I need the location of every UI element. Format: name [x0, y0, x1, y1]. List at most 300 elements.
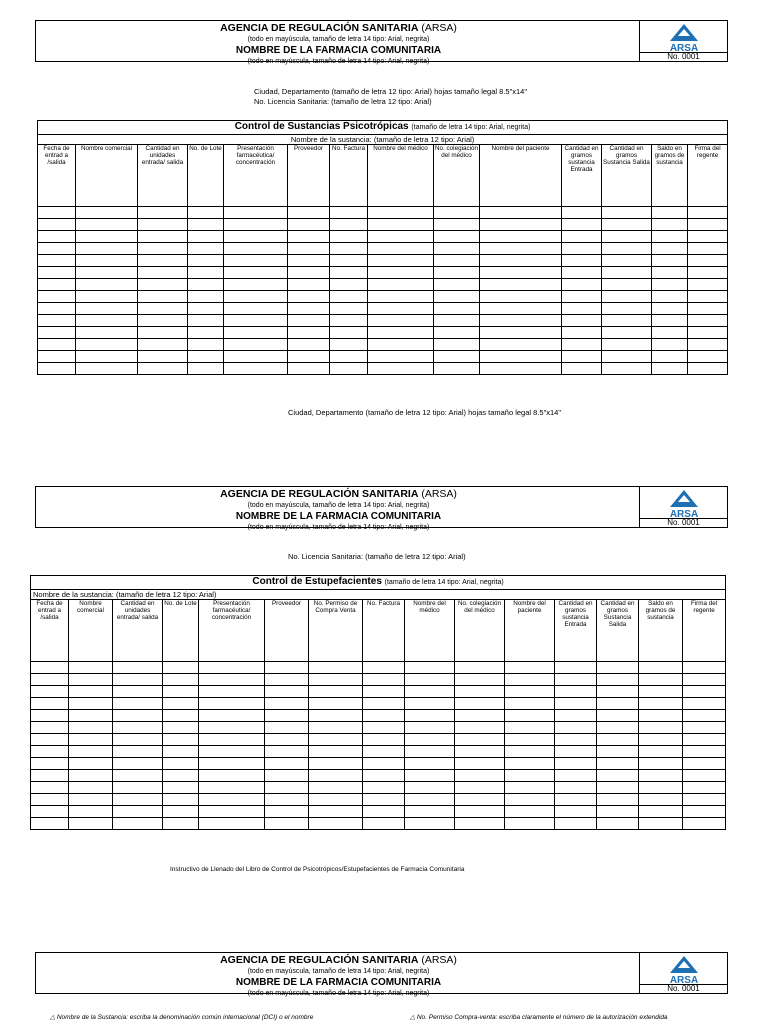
table-cell[interactable]: [138, 291, 188, 303]
table-cell[interactable]: [602, 363, 652, 375]
table-cell[interactable]: [309, 734, 363, 746]
table-cell[interactable]: [163, 674, 199, 686]
table-cell[interactable]: [480, 219, 562, 231]
table-cell[interactable]: [309, 806, 363, 818]
table-cell[interactable]: [309, 722, 363, 734]
table-cell[interactable]: [562, 219, 602, 231]
table-cell[interactable]: [188, 351, 224, 363]
table-cell[interactable]: [363, 734, 405, 746]
table-cell[interactable]: [113, 698, 163, 710]
table-cell[interactable]: [31, 662, 69, 674]
table-cell[interactable]: [368, 231, 434, 243]
table-cell[interactable]: [480, 243, 562, 255]
table-cell[interactable]: [69, 818, 113, 830]
table-cell[interactable]: [505, 722, 555, 734]
table-cell[interactable]: [363, 782, 405, 794]
table-cell[interactable]: [265, 734, 309, 746]
table-cell[interactable]: [309, 686, 363, 698]
table-cell[interactable]: [76, 315, 138, 327]
table-cell[interactable]: [368, 279, 434, 291]
table-cell[interactable]: [480, 279, 562, 291]
table-cell[interactable]: [562, 267, 602, 279]
table-cell[interactable]: [288, 243, 330, 255]
table-cell[interactable]: [163, 770, 199, 782]
table-cell[interactable]: [224, 255, 288, 267]
table-cell[interactable]: [113, 818, 163, 830]
table-cell[interactable]: [505, 758, 555, 770]
table-cell[interactable]: [38, 291, 76, 303]
table-cell[interactable]: [368, 339, 434, 351]
table-cell[interactable]: [368, 207, 434, 219]
table-cell[interactable]: [265, 722, 309, 734]
table-cell[interactable]: [434, 339, 480, 351]
table-cell[interactable]: [434, 363, 480, 375]
table-cell[interactable]: [480, 327, 562, 339]
table-cell[interactable]: [69, 662, 113, 674]
table-cell[interactable]: [31, 734, 69, 746]
table-cell[interactable]: [455, 698, 505, 710]
table-cell[interactable]: [555, 758, 597, 770]
table-cell[interactable]: [31, 698, 69, 710]
table-cell[interactable]: [602, 315, 652, 327]
table-cell[interactable]: [224, 327, 288, 339]
table-cell[interactable]: [405, 734, 455, 746]
table-cell[interactable]: [688, 303, 728, 315]
table-cell[interactable]: [188, 207, 224, 219]
table-cell[interactable]: [31, 746, 69, 758]
table-cell[interactable]: [562, 339, 602, 351]
table-cell[interactable]: [363, 806, 405, 818]
table-cell[interactable]: [138, 303, 188, 315]
table-cell[interactable]: [199, 770, 265, 782]
table-cell[interactable]: [688, 243, 728, 255]
table-cell[interactable]: [688, 315, 728, 327]
table-cell[interactable]: [405, 794, 455, 806]
table-cell[interactable]: [505, 806, 555, 818]
table-cell[interactable]: [555, 734, 597, 746]
table-cell[interactable]: [224, 243, 288, 255]
table-cell[interactable]: [31, 806, 69, 818]
table-cell[interactable]: [113, 662, 163, 674]
table-cell[interactable]: [562, 243, 602, 255]
table-cell[interactable]: [683, 818, 726, 830]
table-cell[interactable]: [683, 674, 726, 686]
table-cell[interactable]: [639, 758, 683, 770]
table-cell[interactable]: [652, 351, 688, 363]
table-cell[interactable]: [405, 806, 455, 818]
table-cell[interactable]: [309, 782, 363, 794]
table-cell[interactable]: [138, 315, 188, 327]
table-cell[interactable]: [224, 351, 288, 363]
table-cell[interactable]: [163, 686, 199, 698]
table-cell[interactable]: [163, 662, 199, 674]
table-cell[interactable]: [330, 327, 368, 339]
table-cell[interactable]: [76, 207, 138, 219]
table-cell[interactable]: [639, 698, 683, 710]
table-cell[interactable]: [363, 818, 405, 830]
table-cell[interactable]: [688, 327, 728, 339]
table-cell[interactable]: [597, 674, 639, 686]
table-cell[interactable]: [69, 746, 113, 758]
table-cell[interactable]: [405, 782, 455, 794]
table-cell[interactable]: [505, 818, 555, 830]
table-cell[interactable]: [138, 279, 188, 291]
table-cell[interactable]: [76, 339, 138, 351]
table-cell[interactable]: [602, 267, 652, 279]
table-cell[interactable]: [76, 351, 138, 363]
table-cell[interactable]: [188, 327, 224, 339]
table-cell[interactable]: [455, 686, 505, 698]
table-cell[interactable]: [288, 327, 330, 339]
table-cell[interactable]: [480, 315, 562, 327]
table-cell[interactable]: [405, 686, 455, 698]
table-cell[interactable]: [38, 363, 76, 375]
table-cell[interactable]: [69, 782, 113, 794]
table-cell[interactable]: [330, 255, 368, 267]
table-cell[interactable]: [555, 722, 597, 734]
table-cell[interactable]: [138, 363, 188, 375]
table-cell[interactable]: [38, 279, 76, 291]
table-cell[interactable]: [368, 315, 434, 327]
table-cell[interactable]: [639, 794, 683, 806]
table-cell[interactable]: [330, 291, 368, 303]
table-cell[interactable]: [363, 662, 405, 674]
table-cell[interactable]: [163, 782, 199, 794]
table-cell[interactable]: [562, 327, 602, 339]
table-cell[interactable]: [368, 267, 434, 279]
table-cell[interactable]: [113, 686, 163, 698]
table-cell[interactable]: [652, 339, 688, 351]
table-cell[interactable]: [38, 255, 76, 267]
table-cell[interactable]: [309, 710, 363, 722]
table-cell[interactable]: [455, 722, 505, 734]
table-cell[interactable]: [639, 818, 683, 830]
table-cell[interactable]: [138, 243, 188, 255]
table-cell[interactable]: [597, 746, 639, 758]
table-cell[interactable]: [652, 279, 688, 291]
table-cell[interactable]: [688, 351, 728, 363]
table-cell[interactable]: [265, 818, 309, 830]
table-cell[interactable]: [405, 662, 455, 674]
table-cell[interactable]: [113, 722, 163, 734]
table-cell[interactable]: [31, 722, 69, 734]
table-cell[interactable]: [652, 255, 688, 267]
table-cell[interactable]: [480, 363, 562, 375]
table-cell[interactable]: [138, 219, 188, 231]
table-cell[interactable]: [265, 686, 309, 698]
table-cell[interactable]: [138, 339, 188, 351]
table-cell[interactable]: [188, 303, 224, 315]
table-cell[interactable]: [69, 698, 113, 710]
table-cell[interactable]: [368, 363, 434, 375]
table-cell[interactable]: [288, 279, 330, 291]
table-cell[interactable]: [562, 255, 602, 267]
table-cell[interactable]: [113, 794, 163, 806]
table-cell[interactable]: [455, 662, 505, 674]
table-cell[interactable]: [224, 267, 288, 279]
table-cell[interactable]: [652, 291, 688, 303]
table-cell[interactable]: [69, 710, 113, 722]
table-cell[interactable]: [330, 207, 368, 219]
table-cell[interactable]: [288, 339, 330, 351]
table-cell[interactable]: [38, 327, 76, 339]
table-cell[interactable]: [562, 303, 602, 315]
table-cell[interactable]: [188, 267, 224, 279]
table-cell[interactable]: [224, 303, 288, 315]
table-cell[interactable]: [31, 770, 69, 782]
table-cell[interactable]: [113, 710, 163, 722]
table-cell[interactable]: [405, 746, 455, 758]
table-cell[interactable]: [555, 794, 597, 806]
table-cell[interactable]: [163, 746, 199, 758]
table-cell[interactable]: [505, 746, 555, 758]
table-cell[interactable]: [455, 758, 505, 770]
table-cell[interactable]: [639, 746, 683, 758]
table-cell[interactable]: [76, 219, 138, 231]
table-cell[interactable]: [597, 782, 639, 794]
table-cell[interactable]: [602, 279, 652, 291]
table-cell[interactable]: [363, 674, 405, 686]
table-cell[interactable]: [309, 662, 363, 674]
table-cell[interactable]: [330, 279, 368, 291]
table-cell[interactable]: [505, 662, 555, 674]
table-cell[interactable]: [330, 315, 368, 327]
table-cell[interactable]: [683, 806, 726, 818]
table-cell[interactable]: [76, 255, 138, 267]
table-cell[interactable]: [199, 686, 265, 698]
table-cell[interactable]: [480, 303, 562, 315]
table-cell[interactable]: [224, 315, 288, 327]
table-cell[interactable]: [688, 291, 728, 303]
table-cell[interactable]: [555, 770, 597, 782]
table-cell[interactable]: [265, 698, 309, 710]
table-cell[interactable]: [163, 734, 199, 746]
table-cell[interactable]: [38, 231, 76, 243]
table-cell[interactable]: [38, 339, 76, 351]
table-cell[interactable]: [652, 207, 688, 219]
table-cell[interactable]: [505, 770, 555, 782]
table-cell[interactable]: [555, 662, 597, 674]
table-cell[interactable]: [31, 794, 69, 806]
table-cell[interactable]: [69, 770, 113, 782]
table-cell[interactable]: [455, 770, 505, 782]
table-cell[interactable]: [330, 243, 368, 255]
table-cell[interactable]: [368, 291, 434, 303]
table-cell[interactable]: [188, 219, 224, 231]
table-cell[interactable]: [434, 243, 480, 255]
table-cell[interactable]: [455, 794, 505, 806]
table-cell[interactable]: [368, 255, 434, 267]
table-cell[interactable]: [434, 267, 480, 279]
table-cell[interactable]: [199, 794, 265, 806]
table-cell[interactable]: [224, 219, 288, 231]
table-cell[interactable]: [683, 770, 726, 782]
table-cell[interactable]: [224, 231, 288, 243]
table-cell[interactable]: [76, 363, 138, 375]
table-cell[interactable]: [199, 662, 265, 674]
table-cell[interactable]: [434, 279, 480, 291]
table-cell[interactable]: [683, 794, 726, 806]
table-cell[interactable]: [455, 674, 505, 686]
table-cell[interactable]: [38, 267, 76, 279]
table-cell[interactable]: [69, 758, 113, 770]
table-cell[interactable]: [688, 339, 728, 351]
table-cell[interactable]: [38, 219, 76, 231]
table-cell[interactable]: [69, 686, 113, 698]
table-cell[interactable]: [38, 207, 76, 219]
table-cell[interactable]: [69, 674, 113, 686]
table-cell[interactable]: [597, 758, 639, 770]
table-cell[interactable]: [597, 818, 639, 830]
table-cell[interactable]: [188, 279, 224, 291]
table-cell[interactable]: [480, 255, 562, 267]
table-cell[interactable]: [597, 794, 639, 806]
table-cell[interactable]: [602, 303, 652, 315]
table-cell[interactable]: [163, 698, 199, 710]
table-cell[interactable]: [455, 806, 505, 818]
table-cell[interactable]: [309, 674, 363, 686]
table-cell[interactable]: [288, 291, 330, 303]
table-cell[interactable]: [138, 351, 188, 363]
table-cell[interactable]: [288, 207, 330, 219]
table-cell[interactable]: [363, 746, 405, 758]
table-cell[interactable]: [188, 315, 224, 327]
table-cell[interactable]: [368, 219, 434, 231]
table-cell[interactable]: [309, 770, 363, 782]
table-cell[interactable]: [480, 351, 562, 363]
table-cell[interactable]: [602, 339, 652, 351]
table-cell[interactable]: [434, 207, 480, 219]
table-cell[interactable]: [602, 351, 652, 363]
table-cell[interactable]: [199, 722, 265, 734]
table-cell[interactable]: [683, 722, 726, 734]
table-cell[interactable]: [224, 339, 288, 351]
table-cell[interactable]: [309, 758, 363, 770]
table-cell[interactable]: [31, 674, 69, 686]
table-cell[interactable]: [138, 267, 188, 279]
table-cell[interactable]: [224, 363, 288, 375]
table-cell[interactable]: [405, 674, 455, 686]
table-cell[interactable]: [288, 315, 330, 327]
table-cell[interactable]: [455, 818, 505, 830]
table-cell[interactable]: [188, 231, 224, 243]
table-cell[interactable]: [265, 758, 309, 770]
table-cell[interactable]: [113, 782, 163, 794]
table-cell[interactable]: [330, 219, 368, 231]
table-cell[interactable]: [688, 363, 728, 375]
table-cell[interactable]: [683, 734, 726, 746]
table-cell[interactable]: [265, 710, 309, 722]
table-cell[interactable]: [434, 351, 480, 363]
table-cell[interactable]: [480, 231, 562, 243]
table-cell[interactable]: [188, 291, 224, 303]
table-cell[interactable]: [199, 746, 265, 758]
table-cell[interactable]: [363, 698, 405, 710]
table-cell[interactable]: [555, 818, 597, 830]
table-cell[interactable]: [639, 782, 683, 794]
table-cell[interactable]: [368, 351, 434, 363]
table-cell[interactable]: [38, 315, 76, 327]
table-cell[interactable]: [652, 231, 688, 243]
table-cell[interactable]: [138, 327, 188, 339]
table-cell[interactable]: [597, 722, 639, 734]
table-cell[interactable]: [76, 267, 138, 279]
table-cell[interactable]: [163, 818, 199, 830]
table-cell[interactable]: [31, 818, 69, 830]
table-cell[interactable]: [639, 674, 683, 686]
table-cell[interactable]: [505, 686, 555, 698]
table-cell[interactable]: [434, 255, 480, 267]
table-cell[interactable]: [38, 243, 76, 255]
table-cell[interactable]: [288, 351, 330, 363]
table-cell[interactable]: [434, 315, 480, 327]
table-cell[interactable]: [188, 243, 224, 255]
table-cell[interactable]: [363, 722, 405, 734]
table-cell[interactable]: [368, 243, 434, 255]
table-cell[interactable]: [309, 794, 363, 806]
table-cell[interactable]: [199, 734, 265, 746]
table-cell[interactable]: [288, 267, 330, 279]
table-cell[interactable]: [505, 674, 555, 686]
table-cell[interactable]: [505, 710, 555, 722]
table-cell[interactable]: [505, 794, 555, 806]
table-cell[interactable]: [455, 734, 505, 746]
table-cell[interactable]: [69, 806, 113, 818]
table-cell[interactable]: [597, 662, 639, 674]
table-cell[interactable]: [113, 770, 163, 782]
table-cell[interactable]: [480, 291, 562, 303]
table-cell[interactable]: [113, 758, 163, 770]
table-cell[interactable]: [455, 782, 505, 794]
table-cell[interactable]: [562, 279, 602, 291]
table-cell[interactable]: [188, 255, 224, 267]
table-cell[interactable]: [405, 770, 455, 782]
table-cell[interactable]: [602, 327, 652, 339]
table-cell[interactable]: [688, 267, 728, 279]
table-cell[interactable]: [555, 806, 597, 818]
table-cell[interactable]: [480, 267, 562, 279]
table-cell[interactable]: [639, 686, 683, 698]
table-cell[interactable]: [113, 746, 163, 758]
table-cell[interactable]: [309, 698, 363, 710]
table-cell[interactable]: [405, 710, 455, 722]
table-cell[interactable]: [76, 303, 138, 315]
table-cell[interactable]: [265, 746, 309, 758]
table-cell[interactable]: [309, 746, 363, 758]
table-cell[interactable]: [683, 710, 726, 722]
table-cell[interactable]: [363, 710, 405, 722]
table-cell[interactable]: [113, 806, 163, 818]
table-cell[interactable]: [562, 315, 602, 327]
table-cell[interactable]: [199, 758, 265, 770]
table-cell[interactable]: [309, 818, 363, 830]
table-cell[interactable]: [434, 303, 480, 315]
table-cell[interactable]: [138, 231, 188, 243]
table-cell[interactable]: [363, 770, 405, 782]
table-cell[interactable]: [602, 219, 652, 231]
table-cell[interactable]: [597, 710, 639, 722]
table-cell[interactable]: [138, 255, 188, 267]
table-cell[interactable]: [224, 207, 288, 219]
table-cell[interactable]: [199, 806, 265, 818]
table-cell[interactable]: [163, 794, 199, 806]
table-cell[interactable]: [113, 674, 163, 686]
table-cell[interactable]: [138, 207, 188, 219]
table-cell[interactable]: [683, 662, 726, 674]
table-cell[interactable]: [555, 710, 597, 722]
table-cell[interactable]: [330, 339, 368, 351]
table-cell[interactable]: [188, 363, 224, 375]
